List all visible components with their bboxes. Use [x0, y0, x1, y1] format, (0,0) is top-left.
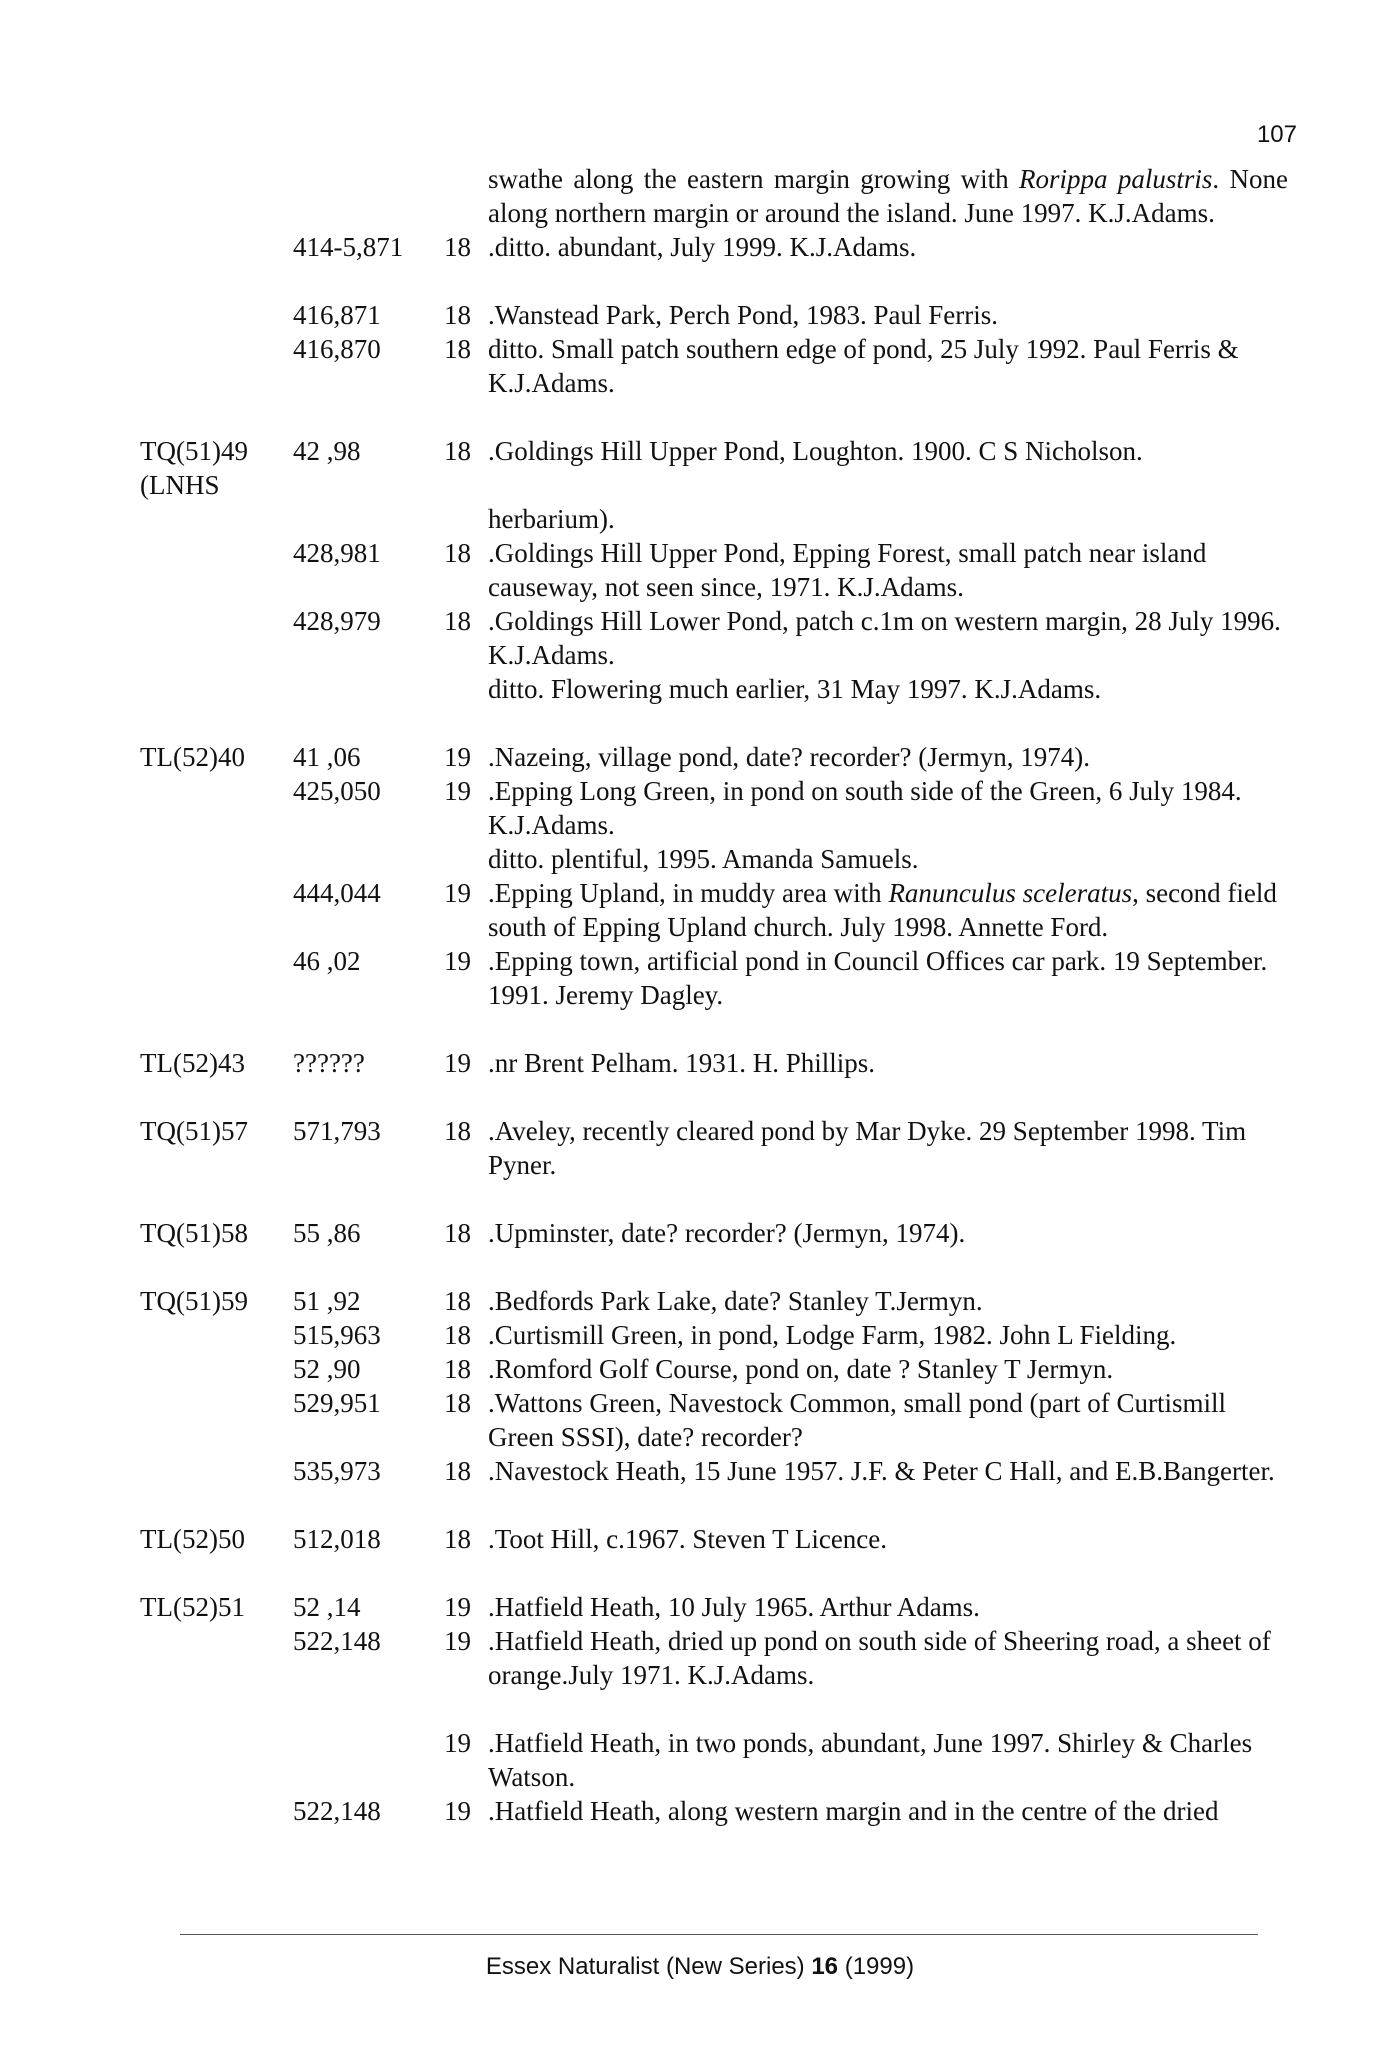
grid-reference: 51 ,92 [293, 1286, 361, 1316]
text-run: .Aveley, recently cleared pond by Mar Dyke. 29 September 1998. Tim Pyner. [488, 1116, 1247, 1180]
vice-county: 18 [444, 1388, 471, 1418]
record-text [488, 298, 1288, 332]
text-run: .ditto. abundant, July 1999. K.J.Adams. [488, 232, 917, 262]
record-row [140, 230, 1300, 264]
text-run: .Curtismill Green, in pond, Lodge Farm, 1982. John L Fielding. [488, 1320, 1177, 1350]
vice-county: 19 [444, 1728, 471, 1758]
record-row [140, 1624, 1300, 1692]
footer-volume: 16 [811, 1953, 839, 1980]
grid-square: TL(52)50 [140, 1524, 245, 1554]
record-text [488, 1590, 1288, 1624]
record-row [140, 332, 1300, 400]
record-row [140, 1216, 1300, 1250]
record-text [488, 672, 1288, 706]
text-run: ditto. Small patch southern edge of pond, 25 July 1992. Paul Ferris & K.J.Adams. [488, 334, 1239, 398]
record-row [140, 604, 1300, 672]
vice-county: 18 [444, 436, 471, 466]
text-run: .Hatfield Heath, in two ponds, abundant, June 1997. Shirley & Charles Watson. [488, 1728, 1253, 1792]
vice-county: 18 [444, 1286, 471, 1316]
record-group [140, 1114, 1300, 1182]
grid-reference: 515,963 [293, 1320, 381, 1350]
record-row [140, 1046, 1300, 1080]
record-text [488, 842, 1288, 876]
vice-county: 19 [444, 1592, 471, 1622]
grid-square: TQ(51)49 (LNHS [140, 436, 248, 500]
grid-square: TL(52)51 [140, 1592, 245, 1622]
text-run: .Romford Golf Course, pond on, date ? Stanley T Jermyn. [488, 1354, 1114, 1384]
record-row [140, 1794, 1300, 1828]
record-row [140, 502, 1300, 536]
grid-reference: 416,871 [293, 300, 381, 330]
grid-reference: 46 ,02 [293, 946, 361, 976]
text-run: .Epping Upland, in muddy area with [488, 878, 889, 908]
grid-square: TQ(51)59 [140, 1286, 248, 1316]
record-text [488, 1318, 1288, 1352]
grid-reference: 428,979 [293, 606, 381, 636]
record-text [488, 1386, 1288, 1454]
vice-county: 18 [444, 1456, 471, 1486]
record-text [488, 1522, 1288, 1556]
grid-reference: 42 ,98 [293, 436, 361, 466]
text-run: ditto. plentiful, 1995. Amanda Samuels. [488, 844, 919, 874]
grid-reference: 444,044 [293, 878, 381, 908]
grid-reference: 522,148 [293, 1796, 381, 1826]
records-list [140, 162, 1300, 1862]
vice-county: 18 [444, 232, 471, 262]
record-text [488, 944, 1288, 1012]
record-row [140, 1114, 1300, 1182]
text-run: , second field south of Epping Upland church. July 1998. Annette Ford. [488, 878, 1277, 942]
record-row [140, 434, 1300, 502]
record-row [140, 876, 1300, 944]
record-text [488, 774, 1288, 842]
page-footer [0, 1950, 1400, 1984]
record-row [140, 1386, 1300, 1454]
record-text [488, 1284, 1288, 1318]
text-run: swathe along the eastern margin growing with [488, 164, 1019, 194]
record-group [140, 1522, 1300, 1556]
record-row [140, 1726, 1300, 1794]
record-text [488, 536, 1288, 604]
vice-county: 18 [444, 334, 471, 364]
vice-county: 19 [444, 1048, 471, 1078]
text-run: herbarium). [488, 504, 615, 534]
vice-county: 18 [444, 1116, 471, 1146]
record-row [140, 944, 1300, 1012]
text-run: .Goldings Hill Upper Pond, Epping Forest, small patch near island causeway, not seen since, 1971. K.J.Adams. [488, 538, 1207, 602]
vice-county: 19 [444, 1626, 471, 1656]
record-row [140, 1284, 1300, 1318]
vice-county: 18 [444, 1524, 471, 1554]
vice-county: 18 [444, 1320, 471, 1350]
record-row [140, 1522, 1300, 1556]
record-group [140, 298, 1300, 400]
grid-reference: 425,050 [293, 776, 381, 806]
text-run: .nr Brent Pelham. 1931. H. Phillips. [488, 1048, 875, 1078]
text-run: .Wanstead Park, Perch Pond, 1983. Paul Ferris. [488, 300, 999, 330]
grid-reference: 52 ,14 [293, 1592, 361, 1622]
grid-square: TQ(51)57 [140, 1116, 248, 1146]
record-group [140, 1726, 1300, 1828]
text-run: .Bedfords Park Lake, date? Stanley T.Jermyn. [488, 1286, 983, 1316]
text-run: .Epping Long Green, in pond on south side of the Green, 6 July 1984. K.J.Adams. [488, 776, 1242, 840]
record-text [488, 502, 1288, 536]
grid-reference: 52 ,90 [293, 1354, 361, 1384]
grid-reference: 41 ,06 [293, 742, 361, 772]
record-text [488, 1216, 1288, 1250]
record-text [488, 332, 1288, 400]
vice-county: 18 [444, 1354, 471, 1384]
record-text [488, 162, 1288, 230]
grid-square: TL(52)43 [140, 1048, 245, 1078]
record-group [140, 1284, 1300, 1488]
record-text [488, 1352, 1288, 1386]
record-row [140, 298, 1300, 332]
text-run: .Nazeing, village pond, date? recorder? (Jermyn, 1974). [488, 742, 1091, 772]
text-run: .Goldings Hill Lower Pond, patch c.1m on western margin, 28 July 1996. K.J.Adams. [488, 606, 1281, 670]
text-run: .Toot Hill, c.1967. Steven T Licence. [488, 1524, 888, 1554]
record-group [140, 1046, 1300, 1080]
record-text [488, 1114, 1288, 1182]
vice-county: 18 [444, 300, 471, 330]
grid-reference: 55 ,86 [293, 1218, 361, 1248]
record-row [140, 1590, 1300, 1624]
text-run: . None along northern margin or around the island. June 1997. K.J.Adams. [488, 164, 1288, 228]
record-group [140, 434, 1300, 706]
grid-reference: 512,018 [293, 1524, 381, 1554]
text-run: .Hatfield Heath, along western margin and in the centre of the dried [488, 1796, 1219, 1826]
vice-county: 18 [444, 606, 471, 636]
vice-county: 19 [444, 946, 471, 976]
vice-county: 19 [444, 742, 471, 772]
record-row [140, 1352, 1300, 1386]
grid-reference: 571,793 [293, 1116, 381, 1146]
record-row [140, 1318, 1300, 1352]
record-text [488, 740, 1288, 774]
footer-rule [180, 1934, 1258, 1935]
record-text [488, 604, 1288, 672]
text-run: .Navestock Heath, 15 June 1957. J.F. & Peter C Hall, and E.B.Bangerter. [488, 1456, 1275, 1486]
grid-reference: 535,973 [293, 1456, 381, 1486]
record-row [140, 672, 1300, 706]
record-row [140, 740, 1300, 774]
record-row [140, 842, 1300, 876]
vice-county: 19 [444, 878, 471, 908]
text-run: .Upminster, date? recorder? (Jermyn, 1974). [488, 1218, 966, 1248]
grid-reference: 529,951 [293, 1388, 381, 1418]
record-group [140, 740, 1300, 1012]
text-run: .Hatfield Heath, dried up pond on south side of Sheering road, a sheet of orange.July 1971. K.J.Adams. [488, 1626, 1271, 1690]
record-text [488, 434, 1288, 468]
footer-journal: Essex Naturalist (New Series) [485, 1953, 805, 1980]
record-row [140, 162, 1300, 230]
record-row [140, 1454, 1300, 1488]
text-run: .Epping town, artificial pond in Council Offices car park. 19 September. 1991. Jeremy Dagley. [488, 946, 1268, 1010]
species-name: Rorippa palustris [1018, 164, 1213, 194]
record-text [488, 1794, 1288, 1828]
vice-county: 19 [444, 1796, 471, 1826]
grid-reference: 522,148 [293, 1626, 381, 1656]
grid-reference: 416,870 [293, 334, 381, 364]
vice-county: 18 [444, 1218, 471, 1248]
grid-square: TQ(51)58 [140, 1218, 248, 1248]
footer-year: (1999) [844, 1953, 915, 1980]
grid-square: TL(52)40 [140, 742, 245, 772]
record-row [140, 536, 1300, 604]
vice-county: 18 [444, 538, 471, 568]
text-run: .Wattons Green, Navestock Common, small pond (part of Curtismill Green SSSI), date? recorder? [488, 1388, 1226, 1452]
record-text [488, 230, 1288, 264]
grid-reference: ?????? [293, 1048, 365, 1078]
record-text [488, 1726, 1288, 1794]
text-run: .Goldings Hill Upper Pond, Loughton. 1900. C S Nicholson. [488, 436, 1143, 466]
text-run: ditto. Flowering much earlier, 31 May 1997. K.J.Adams. [488, 674, 1102, 704]
species-name: Ranunculus sceleratus [888, 878, 1133, 908]
grid-reference: 428,981 [293, 538, 381, 568]
page-number: 107 [1256, 121, 1297, 148]
record-group [140, 162, 1300, 264]
record-text [488, 876, 1288, 944]
record-text [488, 1454, 1288, 1488]
record-text [488, 1624, 1288, 1692]
record-text [488, 1046, 1288, 1080]
record-row [140, 774, 1300, 842]
vice-county: 19 [444, 776, 471, 806]
text-run: .Hatfield Heath, 10 July 1965. Arthur Adams. [488, 1592, 980, 1622]
record-group [140, 1216, 1300, 1250]
record-group [140, 1590, 1300, 1692]
grid-reference: 414-5,871 [293, 232, 404, 262]
